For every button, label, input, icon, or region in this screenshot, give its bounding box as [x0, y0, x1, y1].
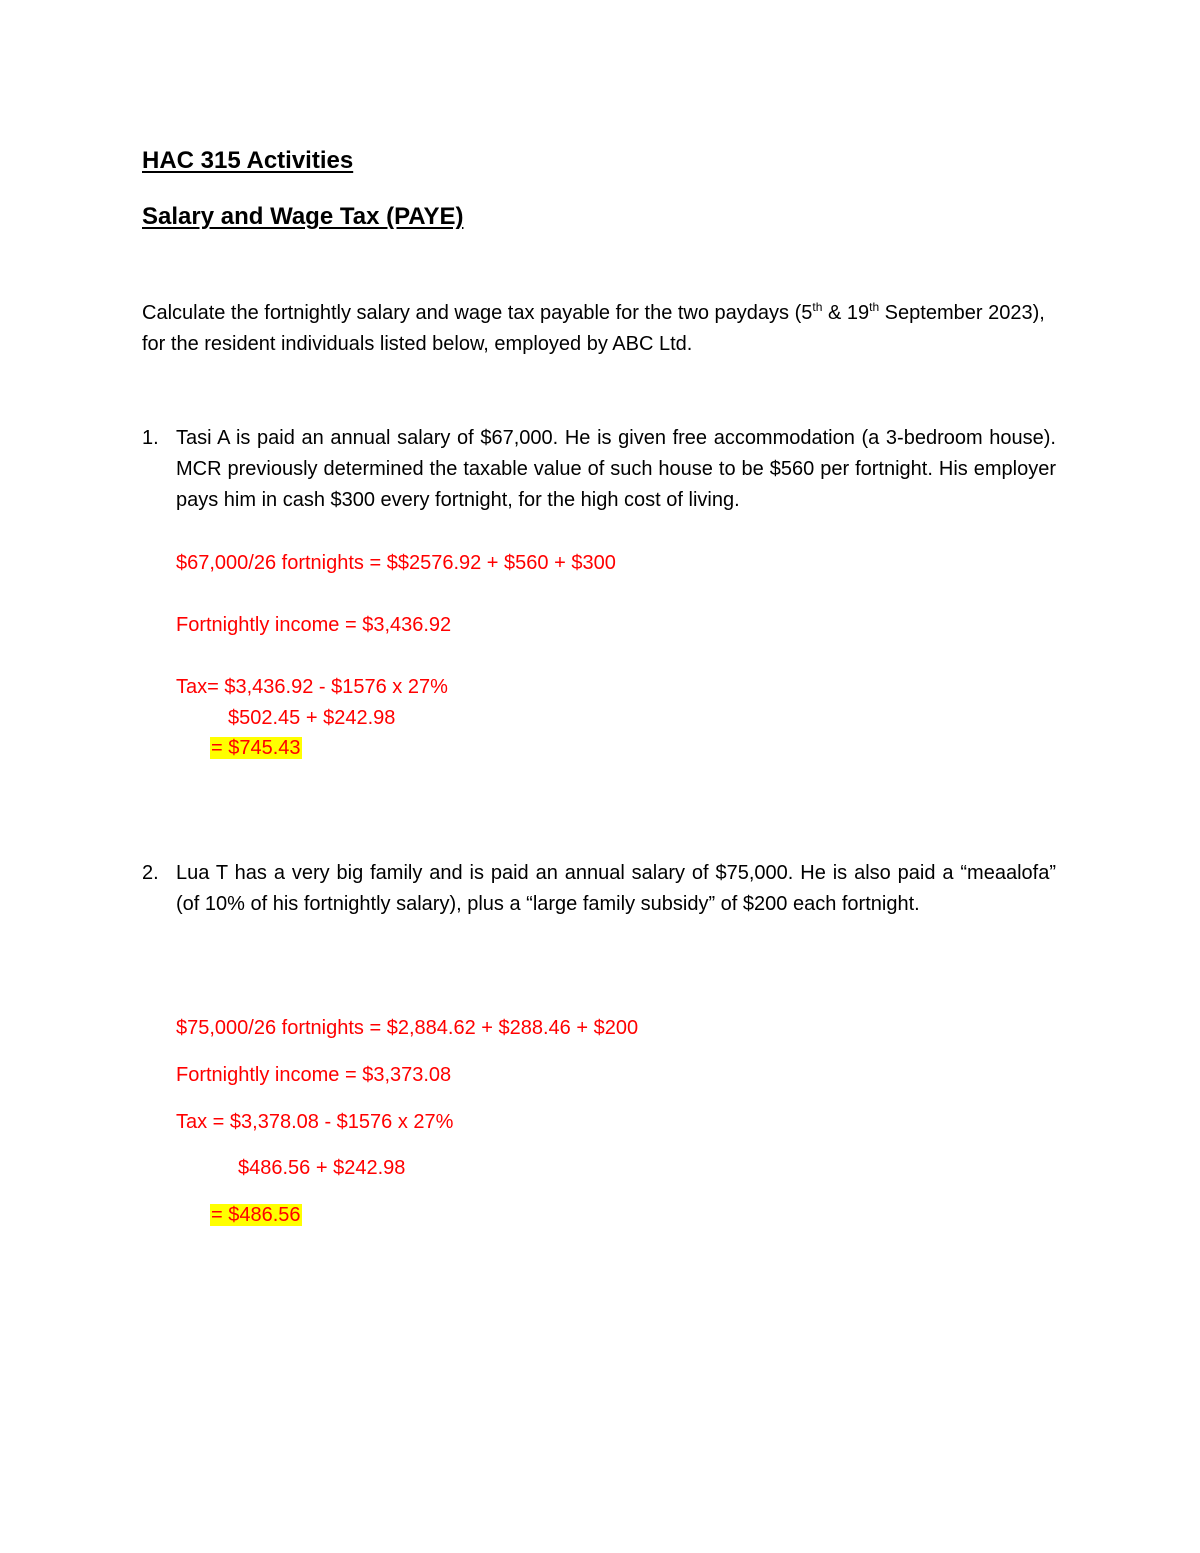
question-text: Tasi A is paid an annual salary of $67,000. He is given free accommodation (a 3-bedroom house). MCR previously determined the taxable value of such house to be $560 per fortnight. His employer pays him in cash $300 every fortnight, for the high cost of living. — [176, 427, 1056, 511]
answer-line: $75,000/26 fortnights = $2,884.62 + $288.46 + $200 — [176, 1017, 639, 1039]
intro-superscript: th — [869, 300, 880, 314]
answer-line: Tax = $3,378.08 - $1576 x 27% — [176, 1111, 454, 1133]
intro-paragraph — [142, 298, 1062, 360]
answer-line: $486.56 + $242.98 — [238, 1157, 406, 1179]
answer-line: Tax= $3,436.92 - $1576 x 27% — [176, 676, 448, 698]
question-text: Lua T has a very big family and is paid an annual salary of $75,000. He is also paid a “meaalofa” (of 10% of his fortnightly salary), plus a “large family subsidy” of $200 each fortnight. — [176, 862, 1056, 915]
question-number: 1. — [142, 427, 159, 449]
answer-result — [210, 735, 302, 761]
document-title: HAC 315 Activities — [142, 147, 354, 174]
answer-result — [210, 1202, 302, 1228]
answer-line: Fortnightly income = $3,373.08 — [176, 1064, 452, 1086]
answer-line: $502.45 + $242.98 — [228, 707, 396, 729]
highlighted-result: = $486.56 — [211, 1204, 301, 1226]
document-subtitle: Salary and Wage Tax (PAYE) — [142, 203, 464, 230]
question-number: 2. — [142, 862, 159, 884]
answer-line: Fortnightly income = $3,436.92 — [176, 614, 452, 636]
highlighted-result: = $745.43 — [211, 737, 301, 759]
intro-superscript: th — [812, 300, 823, 314]
intro-text: & 19 — [822, 302, 870, 324]
answer-line: $67,000/26 fortnights = $$2576.92 + $560 + $300 — [176, 552, 616, 574]
intro-text: September 2023), for the resident individuals listed below, employed by ABC Ltd. — [142, 302, 1045, 355]
intro-text: Calculate the fortnightly salary and wage tax payable for the two paydays (5 — [142, 302, 813, 324]
